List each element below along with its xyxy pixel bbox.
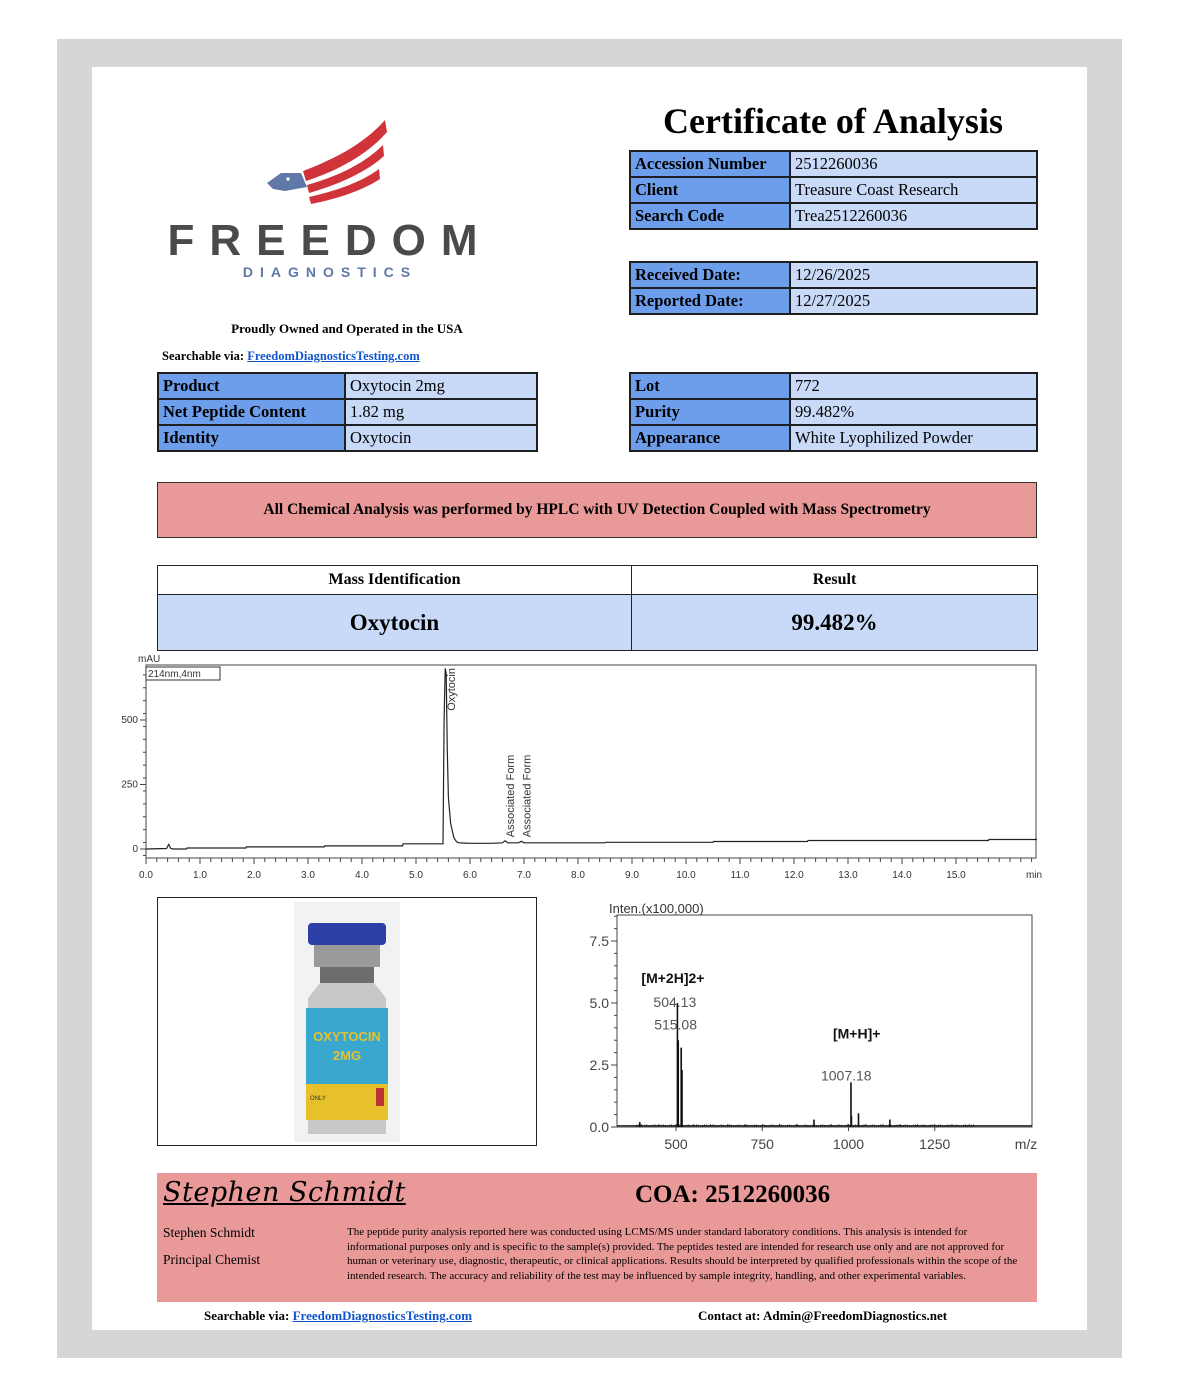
- search-code-value: Trea2512260036: [790, 203, 1037, 229]
- x-tick-label: 12.0: [784, 870, 804, 881]
- x-tick-label: 15.0: [946, 870, 966, 881]
- lot-table: [629, 372, 1038, 452]
- client-label: Client: [630, 177, 790, 203]
- y-tick-label: 0.0: [589, 1119, 609, 1135]
- x-tick-label: 0.0: [139, 870, 153, 881]
- identity-value: Oxytocin: [345, 425, 537, 451]
- coa-number: COA: 2512260036: [635, 1181, 831, 1208]
- y-tick-label: 250: [121, 779, 138, 791]
- x-tick-label: 750: [750, 1136, 774, 1152]
- dates-table: [629, 261, 1038, 315]
- purity-value: 99.482%: [790, 399, 1037, 425]
- accession-table: [629, 150, 1038, 230]
- x-tick-label: 7.0: [517, 870, 531, 881]
- table-row: [630, 262, 1037, 288]
- appearance-value: White Lyophilized Powder: [790, 425, 1037, 451]
- plot-frame: [146, 665, 1036, 858]
- hplc-chromatogram: [100, 650, 1050, 885]
- mass-identification-value: Oxytocin: [158, 595, 632, 651]
- table-row: [630, 288, 1037, 314]
- x-tick-label: 4.0: [355, 870, 369, 881]
- x-tick-label: 13.0: [838, 870, 858, 881]
- signature-block: [157, 1173, 1037, 1302]
- table-row: [630, 177, 1037, 203]
- table-row: [630, 399, 1037, 425]
- product-label: Product: [158, 373, 345, 399]
- net-peptide-content-value: 1.82 mg: [345, 399, 537, 425]
- accession-number-label: Accession Number: [630, 151, 790, 177]
- peak-value-label: 1007.18: [820, 1067, 872, 1084]
- table-row: [158, 399, 537, 425]
- x-axis-label: min: [1025, 870, 1043, 881]
- reported-date-value: 12/27/2025: [790, 288, 1037, 314]
- lot-label: Lot: [630, 373, 790, 399]
- eagle-flag-icon: [167, 115, 493, 285]
- peak-value-label: 504.13: [653, 994, 697, 1010]
- product-image-frame: [157, 897, 537, 1146]
- reported-date-label: Reported Date:: [630, 288, 790, 314]
- footer-searchable-label: Searchable via:: [204, 1308, 290, 1323]
- table-row: [630, 373, 1037, 399]
- product-table: [157, 372, 538, 452]
- disclaimer-text: The peptide purity analysis reported here was conducted using LCMS/MS under standard laboratory conditions. This analysis is intended for informational purposes only and is specific to the sample(s) provided. The peptides tested are intended for research use only and are not approved for human or veterinary use, diagnostic, therapeutic, or clinical applications. Results should be interpreted by qualified professionals within the scope of the intended research. The accuracy and reliability of the test may be influenced by sample integrity, handling, and other experimental variables.: [347, 1226, 1018, 1282]
- table-row: [158, 373, 537, 399]
- x-tick-label: 1.0: [193, 870, 207, 881]
- received-date-value: 12/26/2025: [790, 262, 1037, 288]
- table-header-row: [158, 566, 1038, 595]
- logo-wordmark: FREEDOM: [167, 216, 493, 265]
- y-tick-label: 5.0: [589, 995, 609, 1011]
- received-date-label: Received Date:: [630, 262, 790, 288]
- peak-label: Associated Form: [521, 754, 534, 838]
- table-row: [630, 203, 1037, 229]
- y-axis-label: mAU: [138, 654, 161, 665]
- result-header: Result: [632, 566, 1038, 595]
- company-logo: [167, 115, 493, 285]
- lot-value: 772: [790, 373, 1037, 399]
- vial-image: [158, 898, 536, 1145]
- x-axis-label: m/z: [1014, 1136, 1038, 1152]
- signer-name: Stephen Schmidt: [163, 1225, 255, 1240]
- vial-label-dose: 2MG: [332, 1048, 362, 1063]
- result-value: 99.482%: [632, 595, 1038, 651]
- mass-identification-header: Mass Identification: [158, 566, 632, 595]
- appearance-label: Appearance: [630, 425, 790, 451]
- peak-label: Oxytocin: [446, 668, 459, 711]
- vial-label-name: OXYTOCIN: [313, 1029, 381, 1044]
- x-tick-label: 8.0: [571, 870, 585, 881]
- accession-number-value: 2512260036: [790, 151, 1037, 177]
- footer-searchable: [204, 1308, 472, 1324]
- logo-subtitle: DIAGNOSTICS: [242, 264, 418, 280]
- table-row: [158, 595, 1038, 651]
- chromatogram-trace: [146, 668, 1037, 849]
- signer-role: Principal Chemist: [163, 1252, 261, 1267]
- legend-label: 214nm,4nm: [148, 669, 201, 680]
- peak-label: Associated Form: [505, 754, 518, 838]
- table-row: [158, 425, 537, 451]
- footer-contact: Contact at: Admin@FreedomDiagnostics.net: [698, 1308, 948, 1323]
- x-tick-label: 1000: [832, 1136, 865, 1152]
- website-link[interactable]: FreedomDiagnosticsTesting.com: [247, 349, 420, 363]
- page-title: Certificate of Analysis: [663, 101, 1003, 141]
- y-tick-label: 500: [121, 715, 138, 726]
- x-tick-label: 11.0: [730, 870, 750, 881]
- purity-label: Purity: [630, 399, 790, 425]
- table-row: [630, 425, 1037, 451]
- x-tick-label: 500: [664, 1136, 688, 1152]
- product-value: Oxytocin 2mg: [345, 373, 537, 399]
- searchable-label: Searchable via:: [162, 349, 245, 363]
- y-tick-label: 0: [132, 844, 138, 855]
- search-code-label: Search Code: [630, 203, 790, 229]
- y-tick-label: 2.5: [589, 1057, 609, 1073]
- peak-value-label: 515.08: [654, 1016, 698, 1033]
- x-tick-label: 6.0: [463, 870, 477, 881]
- x-tick-label: 2.0: [247, 870, 261, 881]
- x-tick-label: 5.0: [409, 870, 423, 881]
- x-tick-label: 1250: [919, 1136, 951, 1152]
- ion-label-m2h: [M+2H]2+: [641, 970, 705, 986]
- ion-label-mh: [M+H]+: [832, 1025, 881, 1042]
- identity-label: Identity: [158, 425, 345, 451]
- y-axis-label: Inten.(x100,000): [609, 901, 704, 916]
- client-value: Treasure Coast Research: [790, 177, 1037, 203]
- x-tick-label: 14.0: [892, 870, 912, 881]
- x-tick-label: 9.0: [625, 870, 639, 881]
- signature-script: Stephen Schmidt: [163, 1177, 406, 1208]
- x-tick-label: 3.0: [301, 870, 315, 881]
- y-tick-label: 7.5: [589, 933, 609, 949]
- net-peptide-content-label: Net Peptide Content: [158, 399, 345, 425]
- analysis-method-banner: All Chemical Analysis was performed by HPLC with UV Detection Coupled with Mass Spectrometry: [157, 482, 1037, 538]
- tagline: Proudly Owned and Operated in the USA: [231, 321, 463, 336]
- x-tick-label: 10.0: [676, 870, 696, 881]
- mass-spectrum: [570, 895, 1050, 1160]
- searchable-via-top: [162, 349, 420, 364]
- table-row: [630, 151, 1037, 177]
- footer-website-link[interactable]: FreedomDiagnosticsTesting.com: [292, 1308, 473, 1323]
- vial-label-small: ONLY: [310, 1096, 326, 1102]
- mass-identification-table: [157, 565, 1038, 651]
